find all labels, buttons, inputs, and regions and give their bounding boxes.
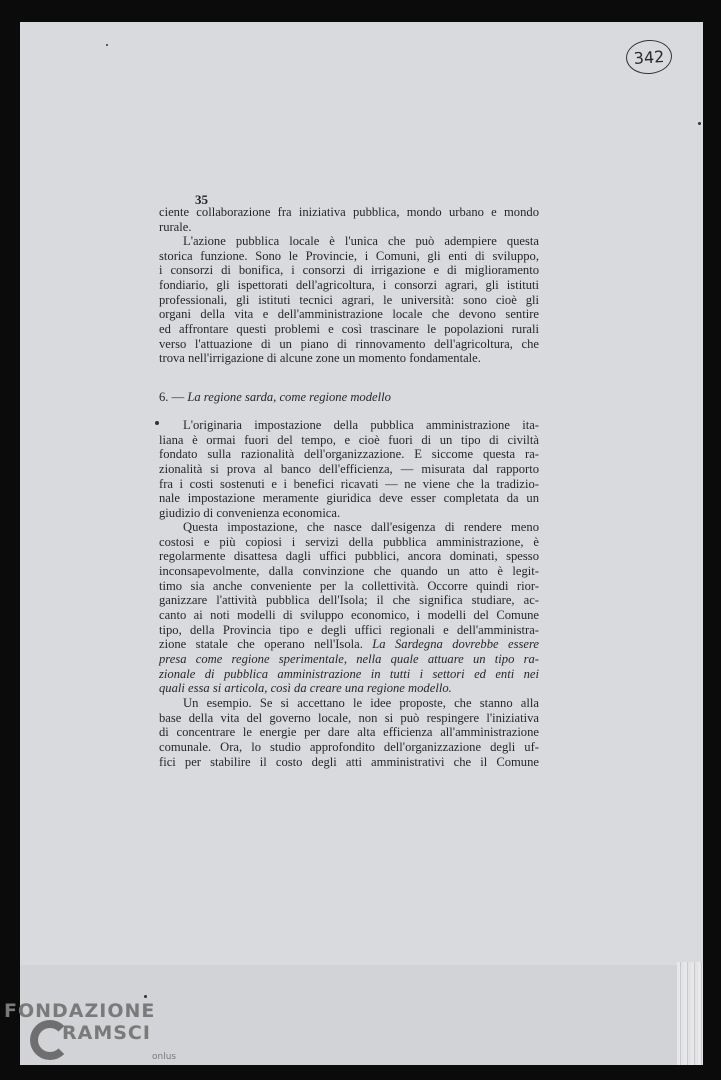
paper-mark [155,421,159,425]
paragraph-questa-impostazione [159,520,539,696]
paragraph-azione-pubblica [159,234,539,366]
text-line: fra i costi sostenuti e i benefici ricavati — ne viene che la tradizio- [159,476,539,491]
logo-line1: FONDAZIONE [4,1000,156,1022]
text-line: di concentrare le energie per dare alta efficienza all'amministrazione [159,725,539,740]
section-title: La regione sarda, come regione modello [187,390,391,404]
fondazione-gramsci-logo [4,1000,184,1070]
text-line: giudizio di convenienza economica. [159,505,341,520]
text-line-italic: presa come regione sperimentale, nella quale attuare un tipo ra- [159,651,539,666]
text-line: regolarmente disattesa dagli uffici pubblici, ancora dominati, spesso [159,549,539,564]
text-line-italic: quali essa si articola, così da creare una regione modello. [159,681,452,696]
italic-segment: La Sardegna dovrebbe essere [372,637,539,652]
section-number: 6. — [159,390,185,404]
text-line: base della vita del governo locale, non si può respingere l'iniziativa [159,710,539,725]
text-line: i consorzi di bonifica, i consorzi di irrigazione e di miglioramento [159,263,539,278]
text-line: ganizzare l'attività pubblica dell'Isola; il che significa studiare, ac- [159,593,539,608]
paragraph-un-esempio [159,696,539,769]
archive-number-stamp: 342 [625,38,673,75]
text-line: L'azione pubblica locale è l'unica che può adempiere questa [183,234,539,248]
text-line: fondato sulla razionalità dell'organizzazione. E siccome questa ra- [159,447,539,462]
text-line: inconsapevolmente, dalla convinzione che quando un atto è legit- [159,563,539,578]
page-edge-strip [677,962,703,1065]
text-line: professionali, gli istituti tecnici agrari, le università: sono cioè gli [159,292,539,307]
text-line: tipo, della Provincia tipo e degli uffici regionali e dell'amministra- [159,622,539,637]
text-line: organi della vita e dell'amministrazione locale che devono sentire [159,307,539,322]
logo-line2: RAMSCI [62,1022,151,1044]
text-line: rurale. [159,219,192,234]
text-line: fondiario, gli ispettorati dell'agricoltura, i consorzi agrari, gli istituti [159,277,539,292]
page-number: 35 [195,192,208,207]
text-line: liana è ormai fuori del tempo, e cioè fuori di un tipo di civiltà [159,432,539,447]
text-line: costosi e più copiosi i servizi della pubblica amministrazione, è [159,534,539,549]
text-line-mixed [159,637,539,652]
text-line: trova nell'irrigazione di alcune zone un momento fondamentale. [159,351,481,366]
text-line: ed affrontare questi problemi e così trascinare le popolazioni rurali [159,321,539,336]
paper-mark [106,44,108,46]
paragraph-impostazione [159,418,539,521]
paragraph-continuation [159,205,539,234]
text-line: verso l'attuazione di un piano di rinnovamento dell'agricoltura, che [159,336,539,351]
text-line: canto ai noti modelli di sviluppo economico, i modelli del Comune [159,607,539,622]
text-line: Un esempio. Se si accettano le idee proposte, che stanno alla [183,696,539,710]
text-line: ciente collaborazione fra iniziativa pubblica, mondo urbano e mondo [159,205,539,219]
text-line: storica funzione. Sono le Provincie, i Comuni, gli enti di sviluppo, [159,248,539,263]
text-line: nale impostazione meramente giuridica deve esser completata da un [159,491,539,506]
paper-mark [144,995,147,998]
section-heading [159,390,391,405]
text-line: timo sia anche conveniente per la collettività. Occorre quindi rior- [159,578,539,593]
text-line-italic: zionale di pubblica amministrazione in tutti i settori ed enti nei [159,666,539,681]
text-line: comunale. Ora, lo studio approfondito dell'organizzazione degli uf- [159,739,539,754]
text-line: Questa impostazione, che nasce dall'esigenza di rendere meno [183,520,539,534]
text-segment: zione statale che operano nell'Isola. [159,637,363,652]
paper-mark [698,122,701,125]
text-line: zionalità si prova al banco dell'efficienza, — misurata dal rapporto [159,461,539,476]
logo-onlus: onlus [152,1052,177,1062]
text-line: fici per stabilire il costo degli atti amministrativi che il Comune [159,754,539,769]
text-line: L'originaria impostazione della pubblica amministrazione ita- [183,418,539,432]
